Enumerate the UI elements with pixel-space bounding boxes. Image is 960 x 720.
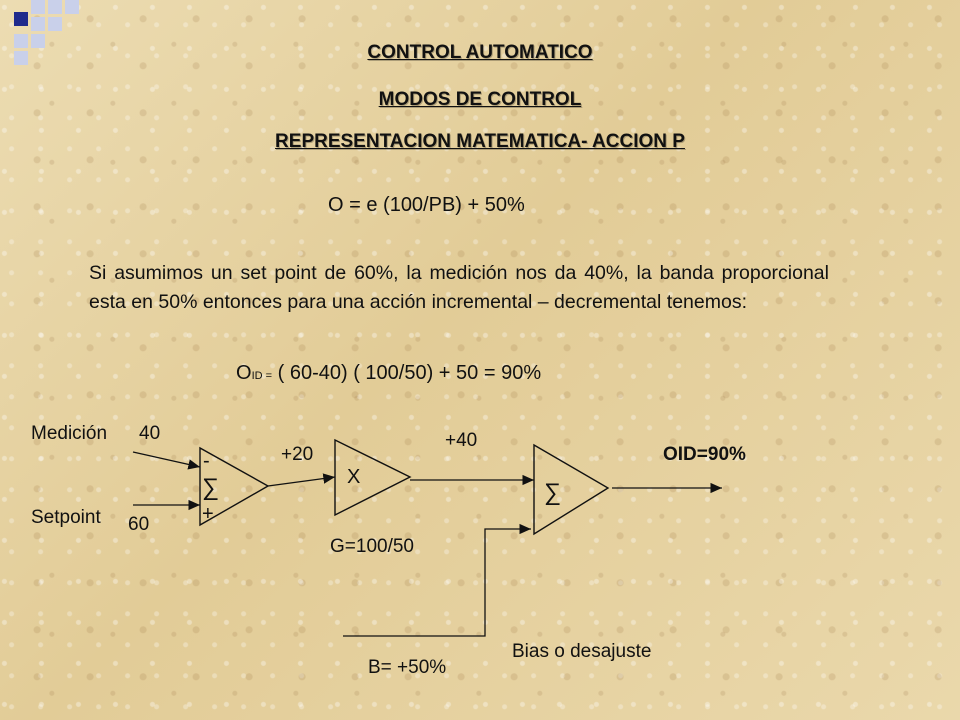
title-representacion-matematica: REPRESENTACION MATEMATICA- ACCION P	[275, 131, 685, 152]
bias-description: Bias o desajuste	[512, 641, 652, 662]
setpoint-label: Setpoint	[31, 507, 101, 528]
medicion-line	[133, 452, 200, 467]
multiply-symbol: X	[347, 466, 361, 488]
setpoint-value: 60	[128, 514, 150, 535]
error-value: +20	[281, 444, 314, 465]
sum-symbol: ∑	[202, 474, 220, 501]
gain-label: G=100/50	[330, 536, 414, 557]
equation-expression: ( 60-40) ( 100/50) + 50 = 90%	[277, 362, 542, 384]
explanation-paragraph: Si asumimos un set point de 60%, la medición nos da 40%, la banda proporcional esta en 50% entonces para una acción incremental – decremental tenemos:	[89, 262, 829, 313]
sum-to-gain-line	[268, 477, 335, 486]
equation-subscript: ID =	[251, 370, 273, 382]
bias-value: B= +50%	[368, 657, 447, 678]
medicion-label: Medición	[31, 423, 108, 444]
title-modos-de-control: MODOS DE CONTROL	[378, 89, 582, 110]
output-label: OID=90%	[663, 444, 746, 465]
gain-output-value: +40	[445, 430, 478, 451]
equation-o: O	[236, 362, 252, 384]
plus-sign: +	[202, 503, 214, 525]
bias-sum-symbol: ∑	[544, 479, 562, 506]
formula-general: O = e (100/PB) + 50%	[328, 194, 525, 216]
minus-sign: -	[203, 450, 210, 472]
medicion-value: 40	[139, 423, 161, 444]
title-control-automatico: CONTROL AUTOMATICO	[367, 42, 593, 63]
